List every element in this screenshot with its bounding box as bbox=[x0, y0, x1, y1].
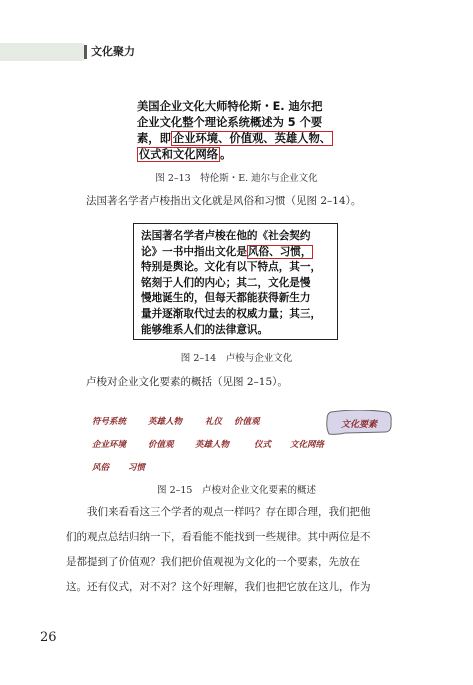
quote-line: 特别是舆论。文化有以下特点，其一， bbox=[141, 261, 322, 274]
element-tag: 企业环境 bbox=[92, 440, 127, 450]
element-tag: 英雄人物 bbox=[148, 417, 183, 427]
quote-text: 论》一书中指出文化是 bbox=[141, 245, 247, 258]
page-number: 26 bbox=[40, 630, 57, 645]
element-tag: 风俗 bbox=[92, 463, 110, 473]
element-tag: 英雄人物 bbox=[195, 440, 230, 450]
quote-line: 量并逐渐取代过去的权威力量；其三， bbox=[141, 307, 322, 320]
section-title: 文化聚力 bbox=[91, 45, 135, 58]
element-tag: 礼仪 bbox=[205, 417, 223, 427]
quote-line: 法国著名学者卢梭在他的《社会契约 bbox=[141, 230, 311, 242]
element-tag: 价值观 bbox=[234, 417, 260, 427]
culture-elements-bubble bbox=[325, 410, 393, 436]
quote-line: 能够维系人们的法律意识。 bbox=[141, 323, 269, 336]
element-tag: 符号系统 bbox=[92, 417, 127, 427]
element-tag: 文化网络 bbox=[290, 440, 325, 450]
quote-line: 企业文化整个理论系统概述为 5 个要 bbox=[137, 116, 323, 129]
paragraph-line: 是都提到了价值观？我们把价值观视为文化的一个要素，先放在 bbox=[66, 556, 360, 568]
element-tag: 价值观 bbox=[148, 440, 174, 450]
paragraph-line: 我们来看看这三个学者的观点一样吗？存在即合理，我们把他 bbox=[87, 506, 371, 518]
figure-caption: 图 2–14 卢梭与企业文化 bbox=[180, 353, 293, 364]
paragraph: 法国著名学者卢梭指出文化就是风俗和习惯（见图 2–14）。 bbox=[86, 195, 362, 207]
element-tag: 习惯 bbox=[128, 463, 146, 473]
quote-text: 。 bbox=[220, 148, 232, 161]
quote-text: 素，即 bbox=[137, 132, 171, 145]
highlighted-elements: 仪式和文化网络 bbox=[139, 148, 219, 161]
body-paragraph bbox=[66, 500, 422, 600]
paragraph: 卢梭对企业文化要素的概括（见图 2–15）。 bbox=[86, 376, 288, 388]
highlighted-elements: 风俗、习惯， bbox=[247, 245, 312, 258]
quote-line: 慢地诞生的，但每天都能获得新生力 bbox=[141, 292, 311, 305]
bubble-label: 文化要素 bbox=[340, 420, 377, 430]
figure-caption: 图 2–15 卢梭对企业文化要素的概述 bbox=[157, 485, 316, 496]
highlighted-elements: 企业环境、价值观、英雄人物、 bbox=[172, 132, 332, 145]
figure-caption: 图 2–13 特伦斯・E. 迪尔与企业文化 bbox=[155, 173, 318, 184]
element-tag: 仪式 bbox=[254, 440, 272, 450]
paragraph-line: 们的观点总结归纳一下，看看能不能找到一些规律。其中两位是不 bbox=[66, 531, 371, 543]
quote-line: 美国企业文化大师特伦斯・E. 迪尔把 bbox=[137, 100, 323, 113]
paragraph-line: 这。还有仪式，对不对？这个好理解，我们也把它放在这儿，作为 bbox=[66, 581, 371, 593]
quote-line: 铭刻于人们的内心；其二，文化是慢 bbox=[141, 276, 311, 289]
